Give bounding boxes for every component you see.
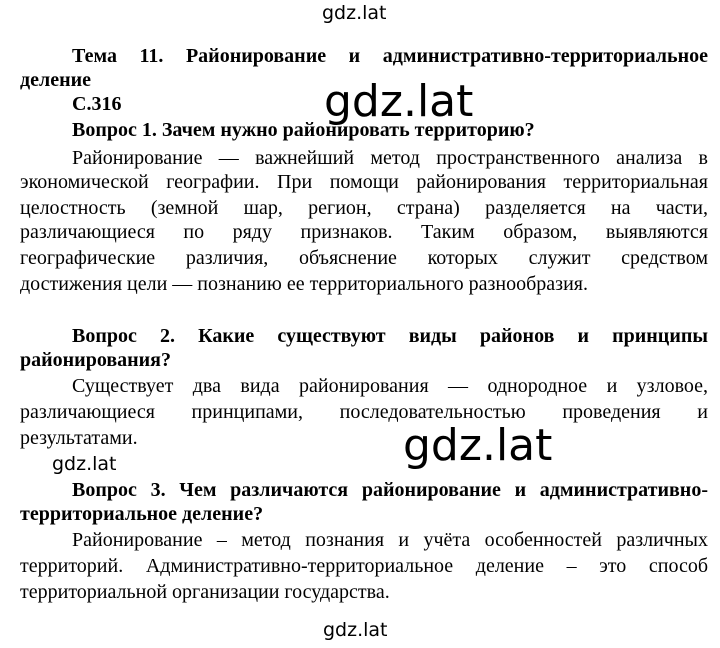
answer-1-line: Районирование — важнейший метод пространственного анализа в: [72, 147, 708, 169]
question-1: Вопрос 1. Зачем нужно районировать территорию?: [72, 119, 535, 141]
question-2-line-1: Вопрос 2. Какие существуют виды районов и принципы: [72, 325, 708, 347]
watermark-left: gdz.lat: [52, 453, 117, 475]
question-3-line-2: территориальное деление?: [20, 503, 264, 525]
answer-2-line: различающиеся принципами, последовательностью проведения и: [20, 401, 708, 423]
question-2-line-2: районирования?: [20, 349, 171, 371]
answer-1-line: различающиеся по ряду признаков. Таким образом, выявляются: [20, 221, 708, 243]
watermark-large-lower: gdz.lat: [403, 420, 553, 471]
answer-3-line: территорий. Административно-территориальное деление – это способ: [20, 555, 708, 577]
watermark-large-upper: gdz.lat: [324, 76, 474, 127]
answer-3-line: Районирование – метод познания и учёта особенностей различных: [72, 529, 708, 551]
watermark-top: gdz.lat: [322, 2, 387, 24]
page-reference: С.316: [72, 93, 122, 115]
topic-title-line-1: Тема 11. Районирование и административно-территориальное: [72, 45, 708, 67]
watermark-bottom: gdz.lat: [323, 619, 388, 641]
answer-1-line: достижения цели — познанию ее территориального разнообразия.: [20, 273, 588, 295]
topic-title-line-2: деление: [20, 69, 92, 91]
answer-3-line: территориальной организации государства.: [20, 581, 390, 603]
answer-1-line: целостность (земной шар, регион, страна) разделяется на части,: [20, 197, 708, 219]
answer-1-line: экономической географии. При помощи районирования территориальная: [20, 171, 708, 193]
answer-2-line: результатами.: [20, 427, 138, 449]
question-3-line-1: Вопрос 3. Чем различаются районирование и административно-: [72, 479, 708, 501]
answer-2-line: Существует два вида районирования — однородное и узловое,: [72, 375, 708, 397]
answer-1-line: географические различия, объяснение которых служит средством: [20, 247, 708, 269]
